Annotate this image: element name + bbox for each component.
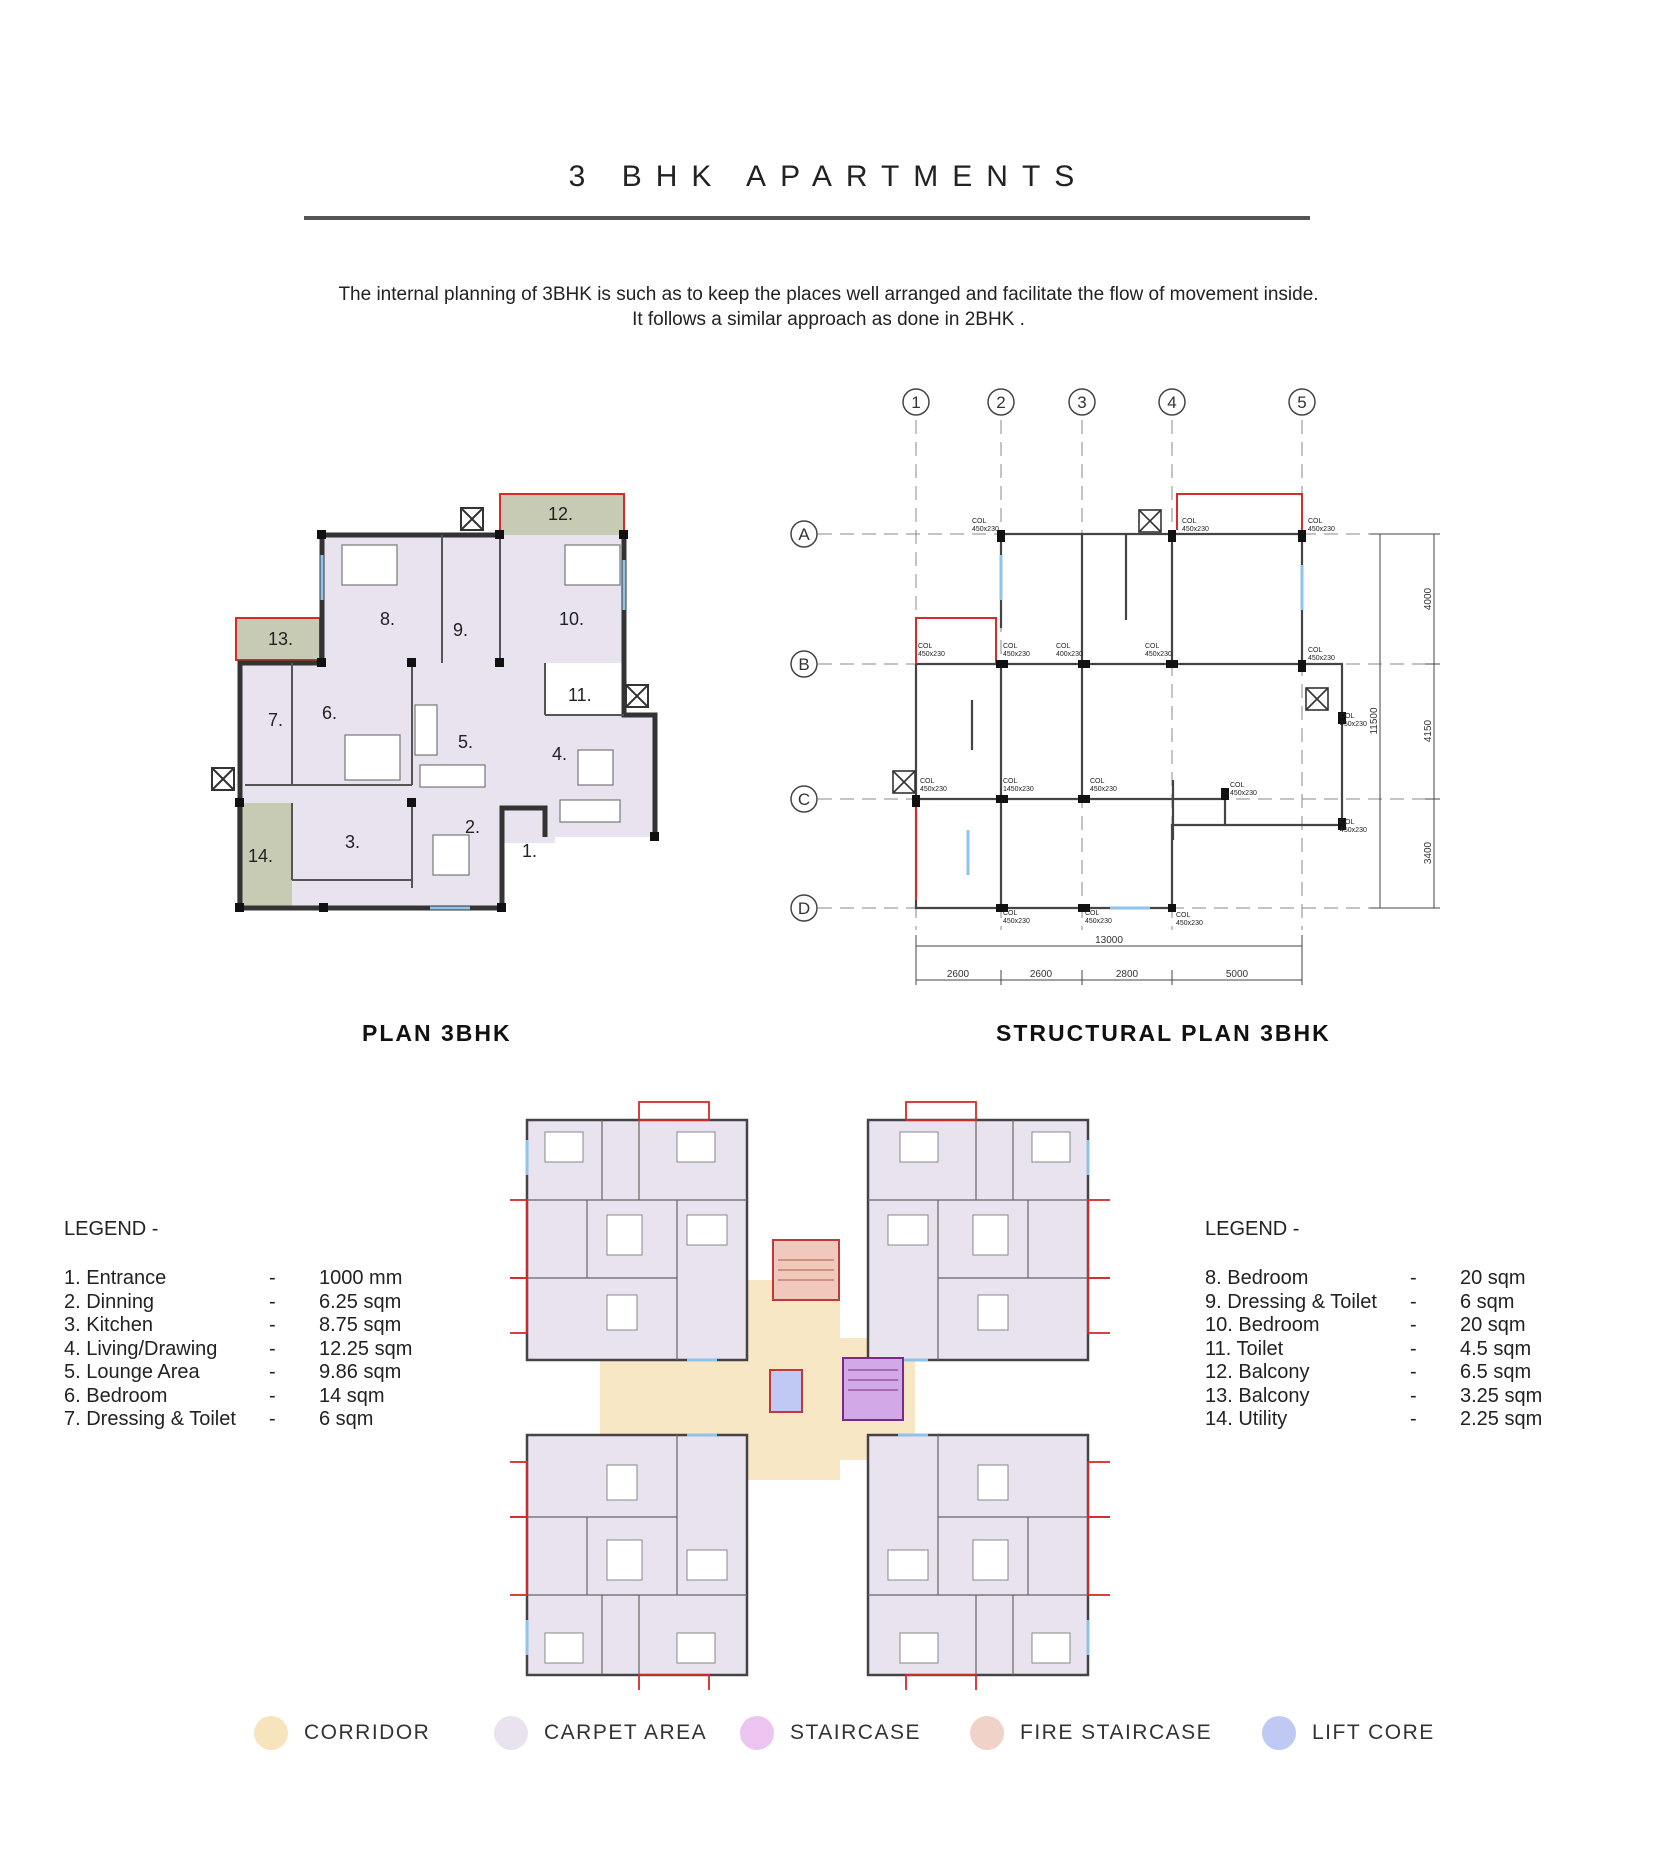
legend-heading: LEGEND - [1205,1218,1300,1240]
legend-right [1205,1218,1585,1432]
key-carpet-area: CARPET AREA [494,1716,707,1750]
column-size: 450x230 [1090,786,1117,793]
intro-text [0,282,1657,332]
column-size: 450x230 [920,786,947,793]
column-size: 450x230 [1182,526,1209,533]
column-tag: COL [1230,782,1245,789]
grid-label: B [798,655,810,674]
column-size: 450x230 [1176,920,1203,927]
room-number: 3. [345,832,361,852]
structural-plan-label: STRUCTURAL PLAN 3BHK [996,1020,1331,1046]
legend-row: 10. Bedroom - 20 sqm [1205,1314,1526,1336]
grid-label: 3 [1077,393,1087,412]
plan-3bhk-label: PLAN 3BHK [362,1020,512,1046]
legend-row: 8. Bedroom - 20 sqm [1205,1267,1526,1289]
room-number: 12. [548,504,574,524]
legend-row: 1. Entrance - 1000 mm [64,1267,403,1289]
room-number: 10. [559,609,585,629]
legend-row: 3. Kitchen - 8.75 sqm [64,1314,402,1336]
column-tag: COL [918,643,933,650]
column-tag: COL [920,778,935,785]
room-number: 2. [465,817,481,837]
column-size: 450x230 [918,651,945,658]
dimension-label: 2800 [1115,969,1139,980]
dimension-overall-height: 11500 [1369,707,1380,735]
dimension-label: 5000 [1225,969,1249,980]
column-size: 450x230 [1003,918,1030,925]
column-tag: COL [1308,647,1323,654]
column-tag: COL [1003,778,1018,785]
column-tag: COL [1003,643,1018,650]
carpet-area-swatch [494,1716,528,1750]
grid-label: 2 [996,393,1006,412]
column-size: 450x230 [1145,651,1172,658]
legend-row: 12. Balcony - 6.5 sqm [1205,1361,1532,1383]
lift-core [770,1370,802,1412]
key-lift-core: LIFT CORE [1262,1716,1435,1750]
staircase [843,1358,903,1420]
cluster-unit-top-right [868,1102,1110,1360]
room-number: 4. [552,744,568,764]
cluster-unit-bottom-left [510,1435,747,1690]
dimension-label: 3400 [1423,841,1434,865]
key-corridor: CORRIDOR [254,1716,430,1750]
dimension-label: 4150 [1423,719,1434,743]
intro-line-2: It follows a similar approach as done in 2BHK . [632,309,1025,330]
key-fire-staircase: FIRE STAIRCASE [970,1716,1212,1750]
plan-3bhk-drawing [205,485,675,925]
room-number: 7. [268,710,284,730]
grid-label: 5 [1297,393,1307,412]
column-size: 400x230 [1056,651,1083,658]
room-number: 14. [248,846,274,866]
staircase-swatch [740,1716,774,1750]
room-number: 6. [322,703,338,723]
room-number: 8. [380,609,396,629]
legend-row: 7. Dressing & Toilet - 6 sqm [64,1408,374,1430]
color-key [0,1716,1657,1756]
grid-label: D [797,899,811,918]
column-size: 450x230 [1308,655,1335,662]
legend-row: 5. Lounge Area - 9.86 sqm [64,1361,402,1383]
column-size: 450x230 [972,526,999,533]
lift-core-swatch [1262,1716,1296,1750]
column-tag: COL [1085,910,1100,917]
column-tag: COL [1056,643,1071,650]
legend-row: 11. Toilet - 4.5 sqm [1205,1337,1532,1360]
column-size: 450x230 [1308,526,1335,533]
column-size: 450x230 [1085,918,1112,925]
grid-label: A [798,525,810,544]
legend-left [64,1218,444,1432]
legend-row: 4. Living/Drawing - 12.25 sqm [64,1337,413,1360]
grid-label: 4 [1167,393,1177,412]
cluster-unit-top-left [510,1102,747,1360]
grid-label: 1 [911,393,921,412]
room-number: 9. [453,620,469,640]
key-staircase: STAIRCASE [740,1716,921,1750]
dimension-label: 4000 [1423,587,1434,611]
column-size: 450x230 [1003,651,1030,658]
column-size: 450x230 [1340,827,1367,834]
column-tag: COL [1145,643,1160,650]
column-size: 450x230 [1340,721,1367,728]
column-tag: COL [972,518,987,525]
column-size: 450x230 [1230,790,1257,797]
title-divider [304,216,1310,220]
column-tag: COL [1308,518,1323,525]
cluster-floor-plan [510,1100,1110,1690]
grid-label: C [797,790,811,809]
dimension-label: 2600 [1029,969,1053,980]
cluster-unit-bottom-right [868,1435,1110,1690]
dimension-label: 2600 [946,969,970,980]
legend-heading: LEGEND - [64,1218,159,1240]
structural-plan-drawing [780,380,1470,990]
legend-row: 14. Utility - 2.25 sqm [1205,1408,1543,1430]
legend-row: 13. Balcony - 3.25 sqm [1205,1384,1543,1407]
room-number: 1. [522,841,538,861]
legend-row: 6. Bedroom - 14 sqm [64,1384,385,1407]
legend-row: 9. Dressing & Toilet - 6 sqm [1205,1290,1515,1313]
column-tag: COL [1340,713,1355,720]
room-number: 11. [568,685,592,705]
column-tag: COL [1090,778,1105,785]
fire-staircase-swatch [970,1716,1004,1750]
column-tag: COL [1340,819,1355,826]
column-tag: COL [1003,910,1018,917]
room-number: 5. [458,732,474,752]
dimension-overall-width: 13000 [1095,935,1123,946]
room-number: 13. [268,629,294,649]
legend-row: 2. Dinning - 6.25 sqm [64,1290,402,1313]
intro-line-1: The internal planning of 3BHK is such as to keep the places well arranged and facilitate the flow of movement inside. [338,284,1319,305]
corridor-swatch [254,1716,288,1750]
column-size: 1450x230 [1003,786,1034,793]
column-tag: COL [1182,518,1197,525]
page-title: 3 BHK APARTMENTS [568,160,1089,193]
column-tag: COL [1176,912,1191,919]
